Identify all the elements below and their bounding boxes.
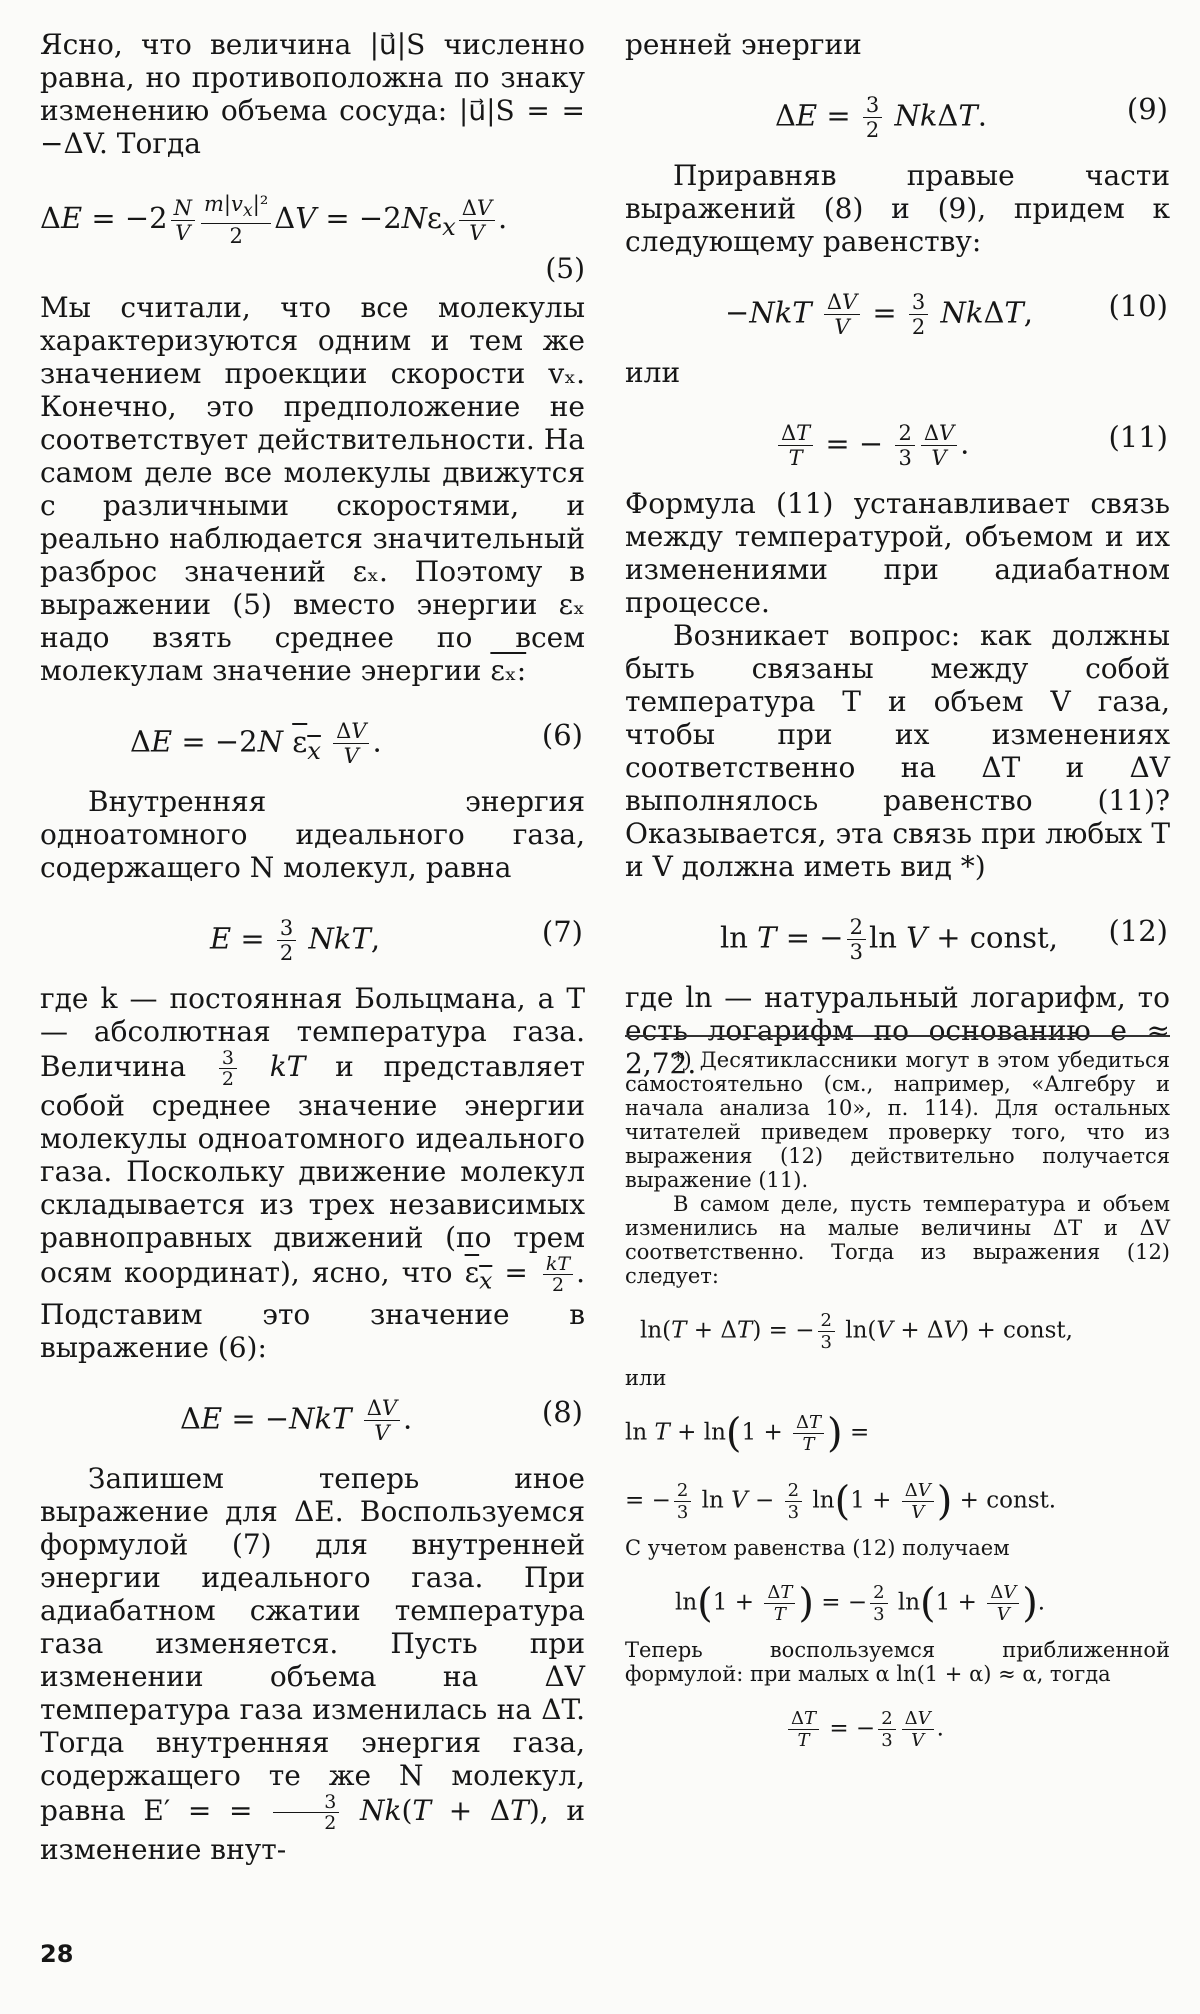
footnote-paragraph: С учетом равенства (12) получаем (625, 1536, 1010, 1560)
footnote-equation: ln(1 + $\frac{\Delta T}{T}$ ) = − $\frac{2}{3}$ ln(1 + $\frac{\Delta V}{V}$ ). (675, 1580, 1046, 1627)
or-label: или (625, 1366, 667, 1390)
equation-number: (6) (541, 718, 583, 752)
equation-number: (10) (1108, 289, 1168, 323)
equation-7: E = $\frac{3}{2}$ NkT, (7) (210, 915, 583, 965)
inline-symbol: εₓ: (490, 654, 527, 687)
footnote-equation: ln T + ln(1 + $\frac{\Delta T}{T}$ ) = (625, 1410, 870, 1457)
page-number: 28 (40, 1940, 74, 1968)
paragraph: Ясно, что величина |u⃗|S численно равна, но противоположна по знаку изменению объема сосуда: |u⃗|S = = −ΔV. Тогда (40, 28, 585, 160)
paragraph: Запишем теперь иное выражение для ΔE. Воспользуемся формулой (7) для внутренней энергии идеального газа. При адиабатном сжатии температура газа изменяется. Пусть при изменении объема на ΔV температура газа изменилась на ΔT. Тогда внутренняя энергия газа, содержащего те же N молекул, равна E′ = (40, 1461, 585, 1827)
footnote-paragraph: *) Десятиклассники могут в этом убедиться самостоятельно (см., например, «Алгебру и начала анализа 10», п. 114). Для остальных читателей приведем проверку того, что из выражения (12) действительно получается выражение (11). (625, 1048, 1170, 1192)
right-column (625, 28, 1170, 1080)
equation-number: (12) (1108, 914, 1168, 948)
equation-6: ΔE = −2N $\varepsilon_x$ $\frac{\Delta V}{V}$ . (6) (130, 718, 583, 768)
footnote-equation: = − $\frac{2}{3}$ ln V − $\frac{2}{3}$ ln(1 + $\frac{\Delta V}{V}$ ) + const. (625, 1478, 1057, 1525)
equation-11: $\frac{\Delta T}{T}$ = − $\frac{2}{3}$ $\frac{\Delta V}{V}$ . (11) (625, 405, 1170, 471)
equation-number: (11) (1108, 420, 1168, 454)
footnote-divider (625, 1035, 1170, 1037)
paragraph: ренней энергии (625, 28, 862, 61)
equation-9: ΔE = $\frac{3}{2}$ NkΔT. (9) (775, 92, 1168, 142)
paragraph: Приравняв правые части выражений (8) и (9), придем к следующему равенству: (625, 159, 1170, 258)
footnote-equation: $\frac{\Delta T}{T}$ = − $\frac{2}{3}$ $\frac{\Delta V}{V}$ . (625, 1696, 1170, 1754)
equation-number: (5) (545, 252, 585, 285)
footnote (625, 1048, 1170, 1764)
paragraph: Формула (11) устанавливает связь между температурой, объемом и их изменениями при адиабатном процессе. (625, 487, 1170, 619)
paragraph: Возникает вопрос: как должны быть связаны между собой температура T и объем V газа, чтобы при их изменениях соответственно на ΔT и ΔV выполнялось равенство (11)? Оказывается, эта связь при любых T и V должна иметь вид *) (625, 619, 1170, 883)
equation-12: ln T = − $\frac{2}{3}$ ln V + const, (12) (720, 914, 1168, 964)
left-column: Ясно, что величина |u⃗|S численно равна, но противоположна по знаку изменению объема сосуда: |u⃗|S = = −ΔV. Тогда ΔE = −2 $\frac{N}{V}$ $\frac{m|v_x|^2}{2}$ $\Delta V = -2N\varepsilon_x$ $\frac{\Delta V}{V}$ . (5) Мы считали, что все молекулы характеризуются одним и тем же значением проекции скорости vₓ. Конечно, это предположение не соответствует действительности. На самом деле все молекулы движутся с различными скоростями, и реально наблюдается значительный разброс значений εₓ. Поэтому в выражении (5) вместо энергии εₓ надо взять среднее по всем молекулам значение энергии εₓ: ΔE = −2N $\varepsilon_x$ $\frac{\Delta V}{V}$ . (6) Внутренняя энергия одноатомного идеального газа, содержащего N молекул, равна E = $\frac{3}{2}$ NkT, (7) где k — постоянная Больцмана, а T — абсолютная температура газа. Величина $\frac{3}{2}$ kT и представляет собой среднее значение энергии молекулы одноатомного идеального газа. Поскольку движение молекул складывается из трех независимых равноправных движений (по трем осям координат), ясно, что $\varepsilon_x$ = $\frac{kT}{2}$ . Подставим это значение в выражение (6): ΔE = −NkT $\frac{\Delta V}{V}$ . (8) Запишем теперь иное выражение для ΔE. Воспользуемся формулой (7) для внутренней энергии идеального газа. При адиабатном сжатии температура газа изменяется. Пусть при изменении объема на ΔV температура газа изменилась на ΔT. Тогда внутренняя энергия газа, содержащего те же N молекул, равна E′ = = $\frac{3}{2}$ Nk(T + ΔT), и изменение внут- (40, 28, 586, 1866)
paragraph: Мы считали, что все молекулы характеризуются одним и тем же значением проекции скорости vₓ. Конечно, это предположение не соответствует действительности. На самом деле все молекулы движутся с различными скоростями, и реально наблюдается значительный разброс значений εₓ. Поэтому в выражении (5) вместо энергии εₓ надо взять среднее по всем молекулам значение энергии (40, 291, 585, 687)
equation-number: (8) (541, 1394, 583, 1429)
equation-10: −NkT $\frac{\Delta V}{V}$ = $\frac{3}{2}$ NkΔT, (10) (725, 289, 1168, 339)
footnote-equation: ln(T + ΔT) = − $\frac{2}{3}$ ln(V + ΔV) + const, (640, 1310, 1073, 1353)
paragraph: где ln — натуральный логарифм, то есть логарифм по основанию e ≈ 2,72. (625, 981, 1170, 1080)
equation-number: (9) (1126, 92, 1168, 126)
equation-5: ΔE = −2 $\frac{N}{V}$ $\frac{m|v_x|^2}{2}$ $\Delta V = -2N\varepsilon_x$ $\frac{\Delta V}{V}$ . (40, 192, 508, 249)
paragraph: . Подставим это значение в выражение (6): (40, 1256, 585, 1364)
paragraph: и изменение внут- (40, 1793, 586, 1866)
footnote-paragraph: Теперь воспользуемся приближенной формулой: при малых α ln(1 + α) ≈ α, тогда (625, 1638, 1170, 1686)
paragraph: где k — постоянная Больцмана, а T — абсолютная температура газа. Величина (40, 982, 585, 1083)
or-label: или (625, 356, 681, 389)
paragraph: и представляет собой среднее значение энергии молекулы одноатомного идеального газа. Поскольку движение молекул складывается из трех независимых равноправных движений (по трем осям координат), ясно, что (40, 1050, 586, 1289)
footnote-paragraph: В самом деле, пусть температура и объем изменились на малые величины ΔT и ΔV соответственно. Тогда из выражения (12) следует: (625, 1192, 1170, 1288)
equation-8: ΔE = −NkT $\frac{\Delta V}{V}$ . (8) (180, 1394, 583, 1445)
equation-number: (7) (541, 915, 583, 949)
paragraph: Внутренняя энергия одноатомного идеального газа, содержащего N молекул, равна (40, 785, 585, 884)
